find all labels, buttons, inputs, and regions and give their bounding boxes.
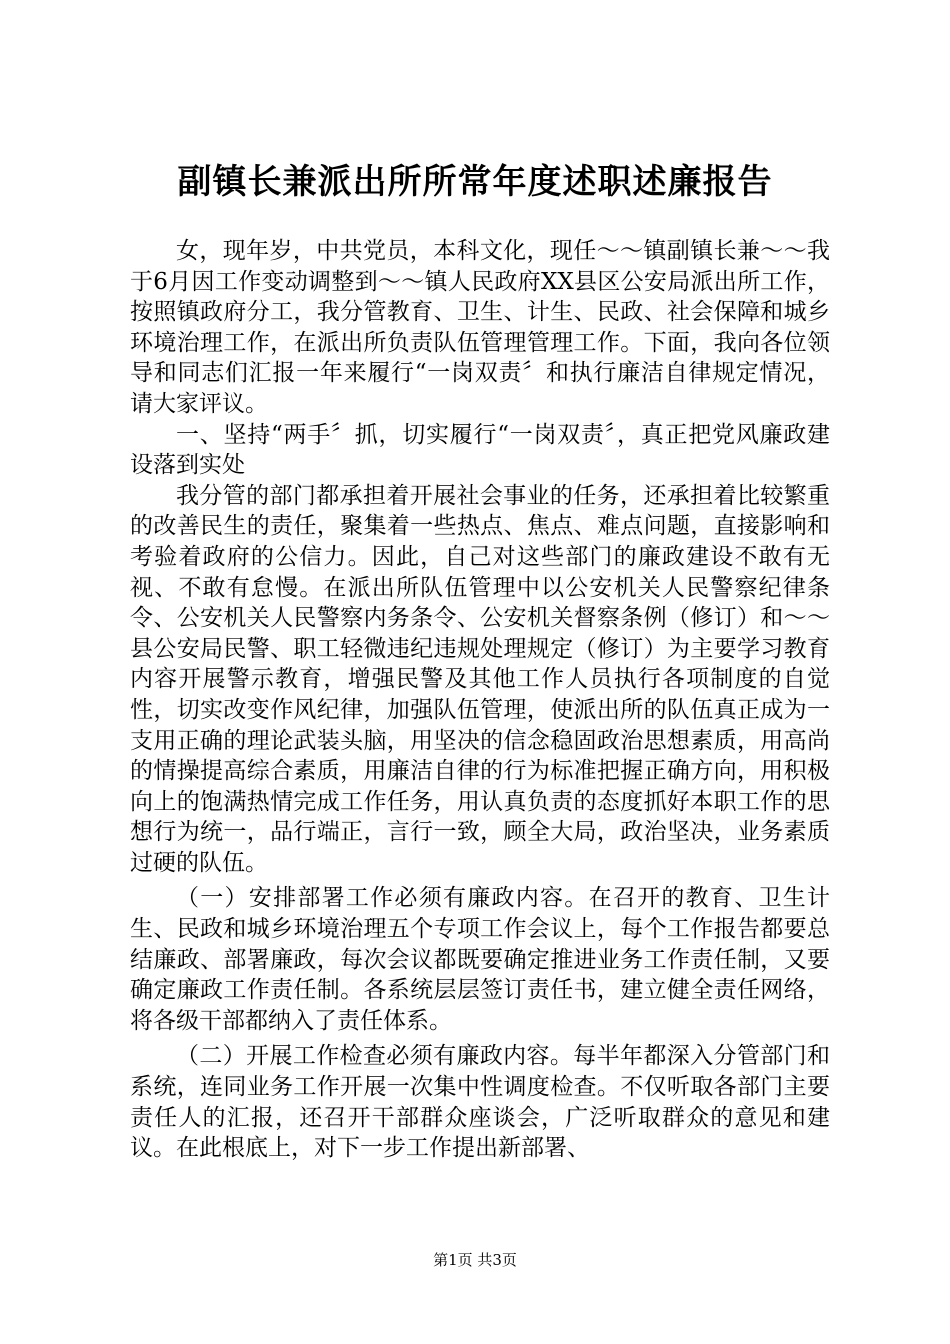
document-title: 副镇长兼派出所所常年度述职述廉报告 — [177, 162, 773, 202]
page-number: 第1页 共3页 — [433, 1251, 517, 1269]
paragraph-item-2: （二）开展工作检查必须有廉政内容。每半年都深入分管部门和系统，连同业务工作开展一次集中性调度检查。不仅听取各部门主要责任人的汇报，还召开干部群众座谈会，广泛听取群众的意见和建议。在此根底上，对下一步工作提出新部署、 — [130, 1043, 830, 1162]
section-heading-1: 一、坚持“两手〞抓，切实履行“一岗双责〞，真正把党风廉政建设落到实处 — [130, 421, 830, 479]
paragraph-item-1: （一）安排部署工作必须有廉政内容。在召开的教育、卫生计生、民政和城乡环境治理五个专项工作会议上，每个工作报告都要总结廉政、部署廉政，每次会议都既要确定推进业务工作责任制，又要确定廉政工作责任制。各系统层层签订责任书，建立健全责任网络，将各级干部都纳入了责任体系。 — [130, 885, 830, 1034]
document-body — [130, 236, 830, 1164]
paragraph-section-1: 我分管的部门都承担着开展社会事业的任务，还承担着比较繁重的改善民生的责任，聚集着一些热点、焦点、难点问题，直接影响和考验着政府的公信力。因此，自己对这些部门的廉政建设不敢有无视、不敢有怠慢。在派出所队伍管理中以公安机关人民警察纪律条令、公安机关人民警察内务条令、公安机关督察条例（修订）和～～县公安局民警、职工轻微违纪违规处理规定（修订）为主要学习教育内容开展警示教育，增强民警及其他工作人员执行各项制度的自觉性，切实改变作风纪律，加强队伍管理，使派出所的队伍真正成为一支用正确的理论武装头脑，用坚决的信念稳固政治思想素质，用高尚的情操提高综合素质，用廉洁自律的行为标准把握正确方向，用积极向上的饱满热情完成工作任务，用认真负责的态度抓好本职工作的思想行为统一，品行端正，言行一致，顾全大局，政治坚决，业务素质过硬的队伍。 — [130, 482, 830, 876]
paragraph-intro: 女，现年岁，中共党员，本科文化，现任～～镇副镇长兼～～我于6月因工作变动调整到～～镇人民政府XX县区公安局派出所工作，按照镇政府分工，我分管教育、卫生、计生、民政、社会保障和城乡环境治理工作，在派出所负责队伍管理管理工作。下面，我向各位领导和同志们汇报一年来履行“一岗双责〞和执行廉洁自律规定情况，请大家评议。 — [130, 238, 830, 417]
